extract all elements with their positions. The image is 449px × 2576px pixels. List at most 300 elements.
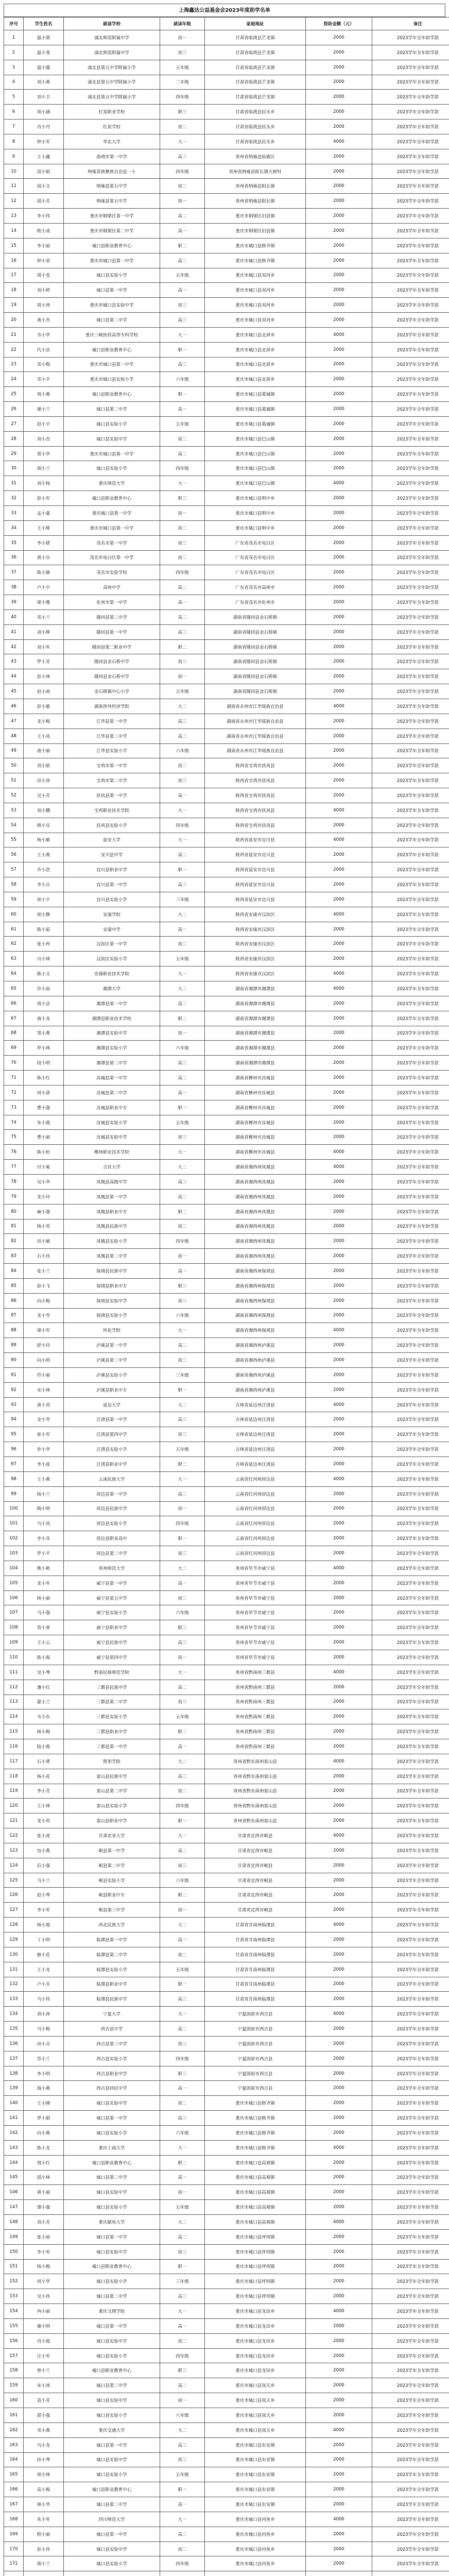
grade-cell: 初一 <box>160 1249 205 1264</box>
row-index-cell: 61 <box>4 922 24 937</box>
row-index-cell: 144 <box>4 2155 24 2170</box>
address-cell: 贵州省毕节市威宁县 <box>205 1605 306 1620</box>
school-cell: 重庆市城口县第一中学 <box>64 520 160 535</box>
address-cell: 广东省茂名市电白区 <box>205 565 306 580</box>
grade-cell: 四年级 <box>160 1799 205 1814</box>
table-row <box>4 1041 449 1056</box>
grade-cell: 职一 <box>160 2482 205 2497</box>
school-cell: 湘潭县实验小学 <box>64 1041 160 1056</box>
grade-cell: 四年级 <box>160 1516 205 1531</box>
address-cell: 重庆市城口县修齐镇 <box>205 2111 306 2126</box>
school-cell: 雷山县民族中学 <box>64 1769 160 1784</box>
remark-cell: 2023学年全年助学款 <box>372 1457 449 1472</box>
grade-cell: 高三 <box>160 877 205 892</box>
table-row <box>4 1769 449 1784</box>
school-cell: 城口县第一中学 <box>64 2229 160 2244</box>
grade-cell: 高二 <box>160 1486 205 1501</box>
school-cell: 凤凰县第一中学 <box>64 1189 160 1204</box>
student-name-cell: 周小雯 <box>24 268 64 283</box>
grade-cell: 高二 <box>160 728 205 743</box>
table-row <box>4 506 449 521</box>
remark-cell: 2023学年全年助学款 <box>372 1026 449 1041</box>
school-cell: 隆回县第一中学 <box>64 624 160 639</box>
grade-cell: 初二 <box>160 179 205 194</box>
student-name-cell: 龙小军 <box>24 1575 64 1590</box>
grade-cell: 职二 <box>160 1204 205 1219</box>
student-name-cell: 谢小明 <box>24 2318 64 2333</box>
school-cell: 岷县第一中学 <box>64 1843 160 1858</box>
school-cell: 城口县第二中学 <box>64 2497 160 2512</box>
remark-cell: 2023学年全年助学款 <box>372 1709 449 1724</box>
school-cell: 江华县第一中学 <box>64 714 160 728</box>
remark-cell: 2023学年全年助学款 <box>372 402 449 417</box>
address-cell: 重庆市城口县巴山镇 <box>205 476 306 491</box>
amount-cell: 2000 <box>306 164 372 179</box>
address-cell: 重庆市城口县河鱼乡 <box>205 2541 306 2556</box>
address-cell: 贵州省黔东南州雷山县 <box>205 1799 306 1814</box>
table-row <box>4 1145 449 1160</box>
grade-cell: 大二 <box>160 2215 205 2230</box>
school-cell: 城口县实验小学 <box>64 2467 160 2482</box>
grade-cell: 五年级 <box>160 1962 205 1977</box>
address-cell: 贵州省黔东南州雷山县 <box>205 1784 306 1799</box>
student-name-cell: 邓小燕 <box>24 2422 64 2437</box>
amount-cell: 2000 <box>306 1933 372 1947</box>
remark-cell: 2023学年全年助学款 <box>372 1471 449 1486</box>
table-row <box>4 1620 449 1635</box>
amount-cell: 2000 <box>306 1501 372 1516</box>
remark-cell: 2023学年全年助学款 <box>372 1977 449 1992</box>
grade-cell: 初三 <box>160 1546 205 1561</box>
grade-cell: 高二 <box>160 209 205 224</box>
amount-cell: 2000 <box>306 75 372 90</box>
amount-cell: 2000 <box>306 1219 372 1234</box>
grade-cell: 大一 <box>160 967 205 981</box>
row-index-cell: 125 <box>4 1873 24 1888</box>
address-cell: 吉林省延边州汪清县 <box>205 1442 306 1457</box>
grade-cell: 高二 <box>160 1189 205 1204</box>
remark-cell: 2023学年全年助学款 <box>372 907 449 922</box>
table-row <box>4 2348 449 2363</box>
table-row <box>4 2422 449 2437</box>
row-index-cell: 139 <box>4 2081 24 2096</box>
table-row <box>4 476 449 491</box>
table-row <box>4 922 449 937</box>
address-cell: 重庆市城口县北屏乡 <box>205 327 306 342</box>
student-name-cell: 马小梅 <box>24 2022 64 2037</box>
address-cell: 贵州省黔南州三都县 <box>205 1665 306 1680</box>
address-cell: 湖南省湘西州凤凰县 <box>205 1189 306 1204</box>
grade-cell: 高三 <box>160 357 205 372</box>
student-name-cell: 麻小强 <box>24 1204 64 1219</box>
row-index-cell: 169 <box>4 2527 24 2541</box>
student-name-cell: 刘小芳 <box>24 2215 64 2230</box>
table-row <box>4 2007 449 2022</box>
remark-cell: 2023学年全年助学款 <box>372 298 449 313</box>
table-row <box>4 595 449 610</box>
remark-cell: 2023学年全年助学款 <box>372 506 449 521</box>
amount-cell: 2000 <box>306 45 372 60</box>
row-index-cell: 45 <box>4 684 24 699</box>
grade-cell: 四年级 <box>160 2051 205 2066</box>
student-name-cell: 潘小红 <box>24 1680 64 1694</box>
school-cell: 保靖县实验中学 <box>64 1293 160 1308</box>
amount-cell: 2000 <box>306 1739 372 1754</box>
row-index-cell: 98 <box>4 1471 24 1486</box>
amount-cell: 4000 <box>306 2422 372 2437</box>
table-row <box>4 2408 449 2423</box>
remark-cell: 2023学年全年助学款 <box>372 952 449 967</box>
row-index-cell: 110 <box>4 1650 24 1665</box>
table-row <box>4 194 449 209</box>
row-index-cell: 104 <box>4 1561 24 1575</box>
grade-cell: 大一 <box>160 1471 205 1486</box>
amount-cell: 4000 <box>306 1323 372 1338</box>
student-name-cell: 李小波 <box>24 1457 64 1472</box>
student-name-cell: 张小冉 <box>24 937 64 952</box>
amount-cell: 4000 <box>306 1160 372 1175</box>
grade-cell: 职三 <box>160 1278 205 1293</box>
remark-cell: 2023学年全年助学款 <box>372 1130 449 1145</box>
address-cell: 甘肃省甘南州临潭县 <box>205 1977 306 1992</box>
remark-cell: 2023学年全年助学款 <box>372 758 449 773</box>
row-index-cell: 158 <box>4 2363 24 2378</box>
amount-cell: 2000 <box>306 253 372 268</box>
school-cell: 城口县实验中学 <box>64 2541 160 2556</box>
address-cell: 湖南省郴州市汝城县 <box>205 1115 306 1130</box>
student-name-cell: 李小倩 <box>24 535 64 550</box>
amount-cell: 2000 <box>306 1308 372 1323</box>
remark-cell: 2023学年全年助学款 <box>372 2215 449 2230</box>
school-cell: 黔南民族师范学院 <box>64 1665 160 1680</box>
school-cell: 威宁县民族中学 <box>64 1635 160 1650</box>
student-name-cell: 刘小辉 <box>24 624 64 639</box>
grade-cell: 高三 <box>160 624 205 639</box>
remark-cell: 2023学年全年助学款 <box>372 1858 449 1873</box>
amount-cell: 2000 <box>306 595 372 610</box>
row-index-cell: 122 <box>4 1828 24 1843</box>
student-name-cell: 蒋小兰 <box>24 2556 64 2571</box>
amount-cell: 2000 <box>306 238 372 253</box>
student-name-cell: 宋小林 <box>24 1382 64 1397</box>
student-name-cell: 包小燕 <box>24 1843 64 1858</box>
remark-cell: 2023学年全年助学款 <box>372 1367 449 1382</box>
remark-cell <box>372 2571 449 2576</box>
row-index-cell: 47 <box>4 714 24 728</box>
address-cell: 湖南省湘潭市湘潭县 <box>205 1011 306 1026</box>
table-row <box>4 1189 449 1204</box>
table-row <box>4 1962 449 1977</box>
school-cell: 华北大学 <box>64 134 160 149</box>
remark-cell: 2023学年全年助学款 <box>372 1382 449 1397</box>
address-cell: 贵州省黔南州三都县 <box>205 1724 306 1739</box>
row-index-cell: 90 <box>4 1353 24 1368</box>
amount-cell: 2000 <box>306 1278 372 1293</box>
student-name-cell: 蒙小兰 <box>24 1694 64 1709</box>
student-name-cell: 邱小韬 <box>24 164 64 179</box>
remark-cell: 2023学年全年助学款 <box>372 1234 449 1249</box>
grade-cell: 初三 <box>160 1130 205 1145</box>
amount-cell: 2000 <box>306 268 372 283</box>
school-cell: 重庆三峡医药高等专科学校 <box>64 327 160 342</box>
grade-cell: 五年级 <box>160 416 205 431</box>
school-cell: 岷县第三中学 <box>64 1903 160 1918</box>
table-row <box>4 1219 449 1234</box>
address-cell: 贵州省黔东南州雷山县 <box>205 1769 306 1784</box>
row-index-cell: 52 <box>4 788 24 803</box>
table-row <box>4 714 449 728</box>
table-row <box>4 2274 449 2289</box>
school-cell: 保靖县职业中专 <box>64 1278 160 1293</box>
row-index-cell: 167 <box>4 2497 24 2512</box>
student-name-cell: 彭小军 <box>24 491 64 506</box>
student-name-cell: 段小明 <box>24 1056 64 1071</box>
student-name-cell: 杨小英 <box>24 1219 64 1234</box>
row-index-cell: 15 <box>4 238 24 253</box>
grade-cell: 大一 <box>160 2304 205 2319</box>
address-cell: 甘肃省甘南州临潭县 <box>205 1947 306 1962</box>
header-grade: 就读年级 <box>160 18 205 30</box>
row-index-cell: 161 <box>4 2408 24 2423</box>
header-row <box>4 18 449 30</box>
amount-cell: 2000 <box>306 1130 372 1145</box>
amount-cell: 2000 <box>306 669 372 684</box>
school-cell: 凯里学院 <box>64 1754 160 1769</box>
amount-cell: 2000 <box>306 2348 372 2363</box>
grade-cell: 职二 <box>160 1011 205 1026</box>
remark-cell: 2023学年全年助学款 <box>372 2036 449 2051</box>
school-cell: 浦北师范附属中学 <box>64 45 160 60</box>
student-name-cell: 邓小兰 <box>24 609 64 624</box>
grade-cell: 高三 <box>160 1769 205 1784</box>
remark-cell: 2023学年全年助学款 <box>372 2556 449 2571</box>
table-row <box>4 788 449 803</box>
school-cell: 湖南涉外经济学院 <box>64 699 160 714</box>
amount-cell: 2000 <box>306 1962 372 1977</box>
amount-cell: 2000 <box>306 2378 372 2393</box>
grade-cell: 六年级 <box>160 1041 205 1056</box>
school-cell: 重庆交通大学 <box>64 2422 160 2437</box>
row-index-cell: 131 <box>4 1962 24 1977</box>
address-cell: 陕西省安康市汉滨区 <box>205 952 306 967</box>
amount-cell: 2000 <box>306 2111 372 2126</box>
amount-cell: 2000 <box>306 714 372 728</box>
student-name-cell: 曹小丽 <box>24 1130 64 1145</box>
remark-cell: 2023学年全年助学款 <box>372 773 449 788</box>
address-cell: 湖南省湘潭市湘潭县 <box>205 981 306 996</box>
address-cell: 甘肃省甘南州临潭县 <box>205 1962 306 1977</box>
remark-cell: 2023学年全年助学款 <box>372 877 449 892</box>
row-index-cell: 129 <box>4 1933 24 1947</box>
amount-cell: 2000 <box>306 580 372 595</box>
school-cell: 屏边县第一中学 <box>64 1486 160 1501</box>
student-name-cell: 孟小嘉 <box>24 506 64 521</box>
grade-cell: 高二 <box>160 580 205 595</box>
grade-cell: 大二 <box>160 1918 205 1933</box>
row-index-cell: 54 <box>4 818 24 833</box>
remark-cell: 2023学年全年助学款 <box>372 2051 449 2066</box>
remark-cell: 2023学年全年助学款 <box>372 134 449 149</box>
student-name-cell: 欧小成 <box>24 223 64 238</box>
address-cell: 湖南省隆回县金石桥镇 <box>205 624 306 639</box>
school-cell: 郴州职业技术学院 <box>64 1145 160 1160</box>
row-index-cell: 8 <box>4 134 24 149</box>
amount-cell: 2000 <box>306 788 372 803</box>
student-name-cell: 彭小伟 <box>24 2541 64 2556</box>
remark-cell: 2023学年全年助学款 <box>372 2467 449 2482</box>
school-cell: 湘潭大学 <box>64 981 160 996</box>
remark-cell: 2023学年全年助学款 <box>372 342 449 357</box>
row-index-cell: 121 <box>4 1814 24 1828</box>
table-row <box>4 565 449 580</box>
table-row <box>4 2244 449 2259</box>
amount-cell: 2000 <box>306 1590 372 1605</box>
school-cell: 重庆市城口县第一中学 <box>64 357 160 372</box>
remark-cell: 2023学年全年助学款 <box>372 1650 449 1665</box>
student-name-cell: 符小丽 <box>24 1367 64 1382</box>
grade-cell: 初一 <box>160 194 205 209</box>
address-cell: 重庆市城口县龙田乡 <box>205 2318 306 2333</box>
remark-cell: 2023学年全年助学款 <box>372 2408 449 2423</box>
grade-cell: 初一 <box>160 2185 205 2200</box>
amount-cell: 2000 <box>306 2527 372 2541</box>
school-cell: 重庆邮电大学 <box>64 2215 160 2230</box>
row-index-cell: 43 <box>4 654 24 669</box>
student-name-cell: 张小雨 <box>24 2229 64 2244</box>
remark-cell: 2023学年全年助学款 <box>372 2422 449 2437</box>
address-cell: 湖南省湘潭市湘潭县 <box>205 996 306 1011</box>
amount-cell: 2000 <box>306 1382 372 1397</box>
address-cell <box>205 2571 306 2576</box>
remark-cell: 2023学年全年助学款 <box>372 2081 449 2096</box>
grade-cell: 职一 <box>160 1100 205 1115</box>
table-row <box>4 1427 449 1442</box>
school-cell: 宝鸡职业技术学院 <box>64 803 160 818</box>
table-row <box>4 105 449 120</box>
grade-cell: 高二 <box>160 1071 205 1086</box>
amount-cell: 2000 <box>306 491 372 506</box>
grade-cell: 初二 <box>160 520 205 535</box>
remark-cell: 2023学年全年助学款 <box>372 1041 449 1056</box>
student-name-cell: 马小龙 <box>24 2437 64 2452</box>
student-name-cell: 汪小军 <box>24 2348 64 2363</box>
school-cell: 三都县第二中学 <box>64 1694 160 1709</box>
remark-cell: 2023学年全年助学款 <box>372 209 449 224</box>
row-index-cell: 112 <box>4 1680 24 1694</box>
table-row <box>4 2155 449 2170</box>
grade-cell: 大二 <box>160 1160 205 1175</box>
school-cell: 三都县民族中学 <box>64 1680 160 1694</box>
address-cell: 湖南省湘西州保靖县 <box>205 1323 306 1338</box>
amount-cell: 2000 <box>306 1204 372 1219</box>
school-cell: 宜川县第一中学 <box>64 877 160 892</box>
table-row <box>4 1085 449 1100</box>
student-name-cell: 冉小丽 <box>24 2304 64 2319</box>
address-cell: 陕西省安康市汉滨区 <box>205 907 306 922</box>
grade-cell: 高二 <box>160 446 205 461</box>
table-row <box>4 2036 449 2051</box>
address-cell: 湖南省隆回县金石桥镇 <box>205 609 306 624</box>
grade-cell: 职二 <box>160 639 205 654</box>
remark-cell: 2023学年全年助学款 <box>372 1828 449 1843</box>
address-cell: 重庆市城口县河鱼乡 <box>205 2527 306 2541</box>
amount-cell: 2000 <box>306 1605 372 1620</box>
row-index-cell: 115 <box>4 1724 24 1739</box>
address-cell: 重庆市城口县双河乡 <box>205 268 306 283</box>
grade-cell: 三年级 <box>160 892 205 907</box>
amount-cell: 2000 <box>306 848 372 862</box>
school-cell: 宜川县实验小学 <box>64 892 160 907</box>
grade-cell: 高三 <box>160 149 205 164</box>
school-cell: 茂名市实验学校 <box>64 565 160 580</box>
remark-cell: 2023学年全年助学款 <box>372 1085 449 1100</box>
table-row <box>4 1918 449 1933</box>
remark-cell: 2023学年全年助学款 <box>372 1531 449 1546</box>
address-cell: 贵州省毕节市威宁县 <box>205 1575 306 1590</box>
row-index-cell: 134 <box>4 2007 24 2022</box>
table-row <box>4 1888 449 1903</box>
table-row <box>4 238 449 253</box>
row-index-cell: 88 <box>4 1323 24 1338</box>
row-index-cell: 103 <box>4 1546 24 1561</box>
address-cell: 湖南省湘西州泸溪县 <box>205 1367 306 1382</box>
student-name-cell: 温小梁 <box>24 30 64 45</box>
row-index-cell: 151 <box>4 2259 24 2274</box>
grade-cell: 职三 <box>160 2066 205 2081</box>
student-name-cell: 周小燕 <box>24 387 64 402</box>
address-cell: 重庆市城口县坪坝镇 <box>205 2274 306 2289</box>
table-row <box>4 2140 449 2155</box>
student-name-cell: 高小梅 <box>24 2482 64 2497</box>
row-index-cell: 78 <box>4 1174 24 1189</box>
school-cell: 三都县职业中学 <box>64 1724 160 1739</box>
grade-cell: 职一 <box>160 1977 205 1992</box>
address-cell: 湖南省湘西州泸溪县 <box>205 1338 306 1353</box>
row-index-cell: 75 <box>4 1130 24 1145</box>
row-index-cell: 23 <box>4 357 24 372</box>
school-cell: 浦北师范附属中学 <box>64 30 160 45</box>
table-row <box>4 1011 449 1026</box>
school-cell: 金石桥镇中心小学 <box>64 684 160 699</box>
student-name-cell: 刘小鹏 <box>24 803 64 818</box>
remark-cell: 2023学年全年助学款 <box>372 728 449 743</box>
remark-cell: 2023学年全年助学款 <box>372 2185 449 2200</box>
address-cell: 贵州省黔南州三都县 <box>205 1709 306 1724</box>
school-cell: 汝城县实验中学 <box>64 1130 160 1145</box>
amount-cell: 2000 <box>306 1814 372 1828</box>
table-row <box>4 1234 449 1249</box>
header-school: 就读学校 <box>64 18 160 30</box>
table-row <box>4 2556 449 2571</box>
address-cell: 重庆市城口县巴山镇 <box>205 446 306 461</box>
table-row <box>4 2452 449 2467</box>
student-name-cell: 张小虎 <box>24 1828 64 1843</box>
row-index-cell: 77 <box>4 1160 24 1175</box>
address-cell: 湖南省湘西州泸溪县 <box>205 1382 306 1397</box>
row-index-cell: 101 <box>4 1516 24 1531</box>
school-cell: 隆回县第二职业中学 <box>64 639 160 654</box>
header-amount: 资助金额（元） <box>306 18 372 30</box>
grade-cell: 大一 <box>160 833 205 848</box>
remark-cell: 2023学年全年助学款 <box>372 105 449 120</box>
address-cell: 宁夏固原市西吉县 <box>205 2036 306 2051</box>
row-index-cell: 67 <box>4 1011 24 1026</box>
table-row <box>4 967 449 981</box>
grade-cell: 初一 <box>160 2393 205 2408</box>
grade-cell: 职三 <box>160 105 205 120</box>
table-row <box>4 773 449 788</box>
amount-cell: 4000 <box>306 1397 372 1412</box>
